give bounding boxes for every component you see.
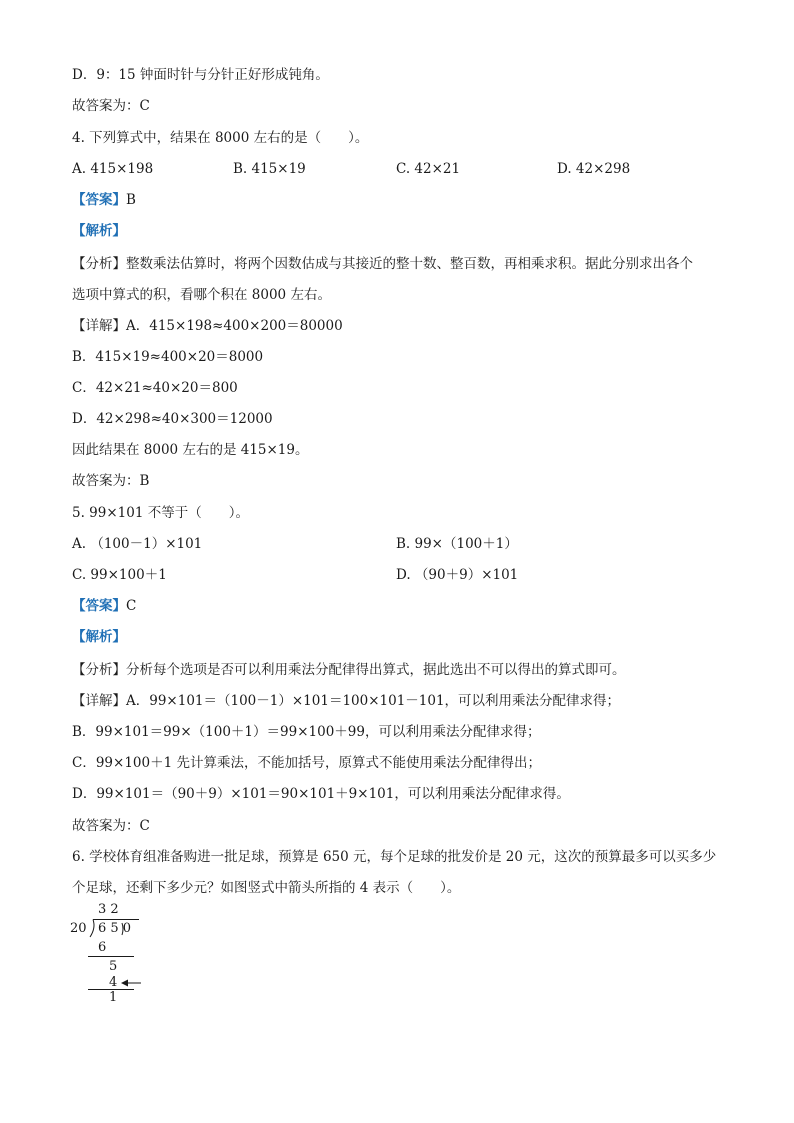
detail-tag: 【详解】 xyxy=(72,693,126,709)
q6-question-line2: 个足球，还剩下多少元？如图竖式中箭头所指的 4 表示（ ）。 xyxy=(72,880,461,896)
q5-final-answer: 故答案为：C xyxy=(72,818,150,834)
q6-question-line1: 6. 学校体育组准备购进一批足球，预算是 650 元，每个足球的批发价是 20 元，这次的预算最多可以买多少 xyxy=(72,849,717,865)
q5-option-b: B. 99×（100＋1） xyxy=(396,536,518,552)
q5-answer-line xyxy=(72,597,136,615)
division-bracket-lines xyxy=(66,902,156,1007)
arrow-left-icon xyxy=(120,978,142,988)
q4-answer-line xyxy=(72,191,136,209)
q5-analysis-text: 分析每个选项是否可以利用乘法分配律得出算式，据此选出不可以得出的算式即可。 xyxy=(126,662,626,678)
q5-analysis-line xyxy=(72,661,626,679)
q4-jiexi-line xyxy=(72,222,126,240)
q4-answer: B xyxy=(126,192,136,208)
q4-option-b: B. 415×19 xyxy=(233,161,306,177)
q4-option-c: C. 42×21 xyxy=(396,161,461,177)
q4-option-a: A. 415×198 xyxy=(72,161,154,177)
q4-question: 4. 下列算式中，结果在 8000 左右的是（ ）。 xyxy=(72,130,369,146)
q4-analysis-text1: 整数乘法估算时，将两个因数估成与其接近的整十数、整百数，再相乘求积。据此分别求出各个 xyxy=(126,256,693,272)
long-division-figure xyxy=(66,902,156,1007)
detail-tag: 【详解】 xyxy=(72,318,126,334)
q5-detail-a-line xyxy=(72,692,620,710)
q4-analysis-line2: 选项中算式的积，看哪个积在 8000 左右。 xyxy=(72,287,331,303)
division-dividend: 6 5 0 xyxy=(98,921,132,936)
q5-option-c: C. 99×100＋1 xyxy=(72,567,167,583)
q4-conclusion: 因此结果在 8000 左右的是 415×19。 xyxy=(72,442,309,458)
division-step1: 6 xyxy=(98,940,107,955)
q4-detail-a-line xyxy=(72,317,343,335)
q4-option-d: D. 42×298 xyxy=(557,161,631,177)
division-divisor: 20 xyxy=(70,921,87,936)
q5-detail-a: A．99×101＝（100－1）×101＝100×101－101，可以利用乘法分配律求得； xyxy=(126,693,621,709)
jiexi-tag: 【解析】 xyxy=(72,629,126,645)
answer-tag: 【答案】 xyxy=(72,598,126,614)
q5-detail-d: D．99×101＝（90＋9）×101＝90×101＋9×101，可以利用乘法分配律求得。 xyxy=(72,786,570,802)
division-quotient: 3 2 xyxy=(98,902,119,917)
q4-final-answer: 故答案为：B xyxy=(72,473,150,489)
q5-detail-b: B．99×101＝99×（100＋1）＝99×100＋99，可以利用乘法分配律求得； xyxy=(72,724,541,740)
q5-jiexi-line xyxy=(72,628,126,646)
jiexi-tag: 【解析】 xyxy=(72,223,126,239)
q3-option-d: D．9：15 钟面时针与分针正好形成钝角。 xyxy=(72,67,329,83)
q4-detail-c: C．42×21≈40×20＝800 xyxy=(72,380,238,396)
q4-analysis-line1 xyxy=(72,255,693,273)
analysis-tag: 【分析】 xyxy=(72,662,126,678)
division-step3: 4 xyxy=(109,975,118,990)
q4-detail-a: A．415×198≈400×200＝80000 xyxy=(126,318,343,334)
division-remainder: 1 xyxy=(109,990,118,1005)
q5-option-a: A. （100－1）×101 xyxy=(72,536,203,552)
q4-detail-b: B．415×19≈400×20＝8000 xyxy=(72,349,264,365)
q5-detail-c: C．99×100＋1 先计算乘法，不能加括号，原算式不能使用乘法分配律得出； xyxy=(72,755,541,771)
q5-answer: C xyxy=(126,598,137,614)
analysis-tag: 【分析】 xyxy=(72,256,126,272)
division-step2: 5 xyxy=(109,959,118,974)
q3-final-answer: 故答案为：C xyxy=(72,98,150,114)
q4-detail-d: D．42×298≈40×300＝12000 xyxy=(72,411,273,427)
answer-tag: 【答案】 xyxy=(72,192,126,208)
q5-question: 5. 99×101 不等于（ ）。 xyxy=(72,505,249,521)
q5-option-d: D. （90＋9）×101 xyxy=(396,567,519,583)
